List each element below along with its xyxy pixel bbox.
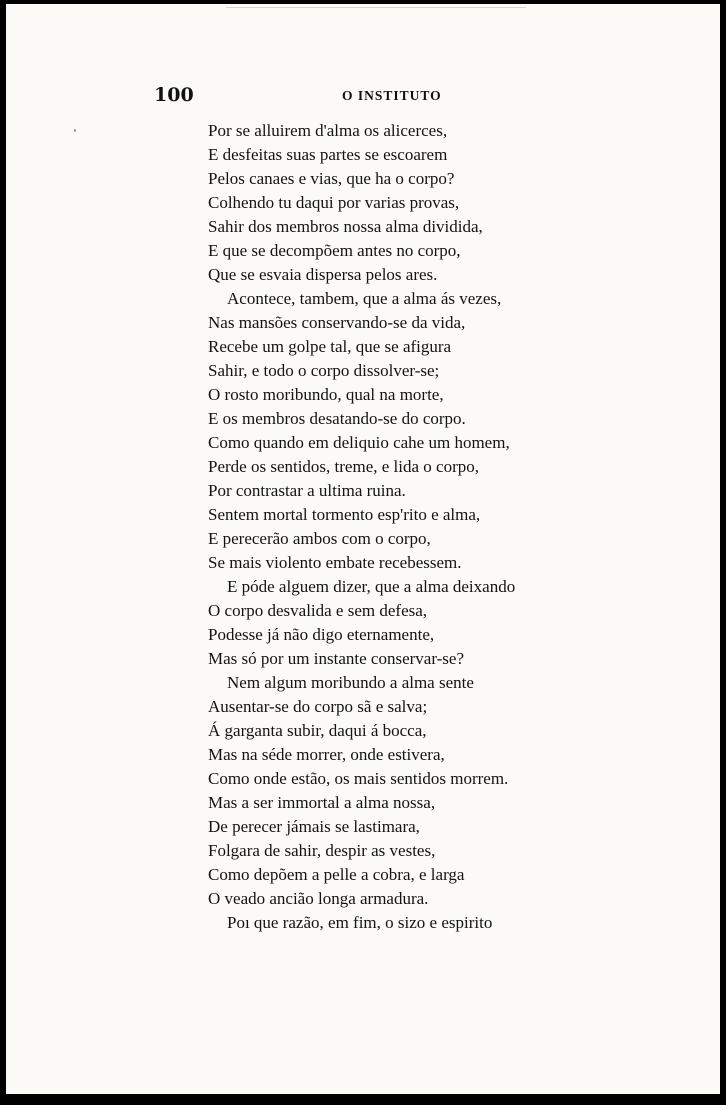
poem-line: Á garganta subir, daqui á bocca, [208,721,427,740]
poem-line: Se mais violento embate recebessem. [208,553,462,572]
poem-line: E desfeitas suas partes se escoarem [208,145,448,164]
page-number: 100 [154,84,194,106]
ink-speck [74,129,76,132]
poem-line: Ausentar-se do corpo sã e salva; [208,697,428,716]
poem-line: Pelos canaes e vias, que ha o corpo? [208,169,455,188]
poem-line: Por se alluirem d'alma os alicerces, [208,121,448,140]
poem-line: E perecerão ambos com o corpo, [208,529,431,548]
poem-line: Recebe um golpe tal, que se afigura [208,337,452,356]
poem-line: Que se esvaia dispersa pelos ares. [208,265,438,284]
poem-line: Nas mansões conservando-se da vida, [208,313,466,332]
poem-line: Mas só por um instante conservar-se? [208,649,465,668]
poem-line: Mas a ser immortal a alma nossa, [208,793,436,812]
poem-line: Perde os sentidos, treme, e lida o corpo, [208,457,479,476]
poem-line: E os membros desatando-se do corpo. [208,409,466,428]
poem-line: Podesse já não digo eternamente, [208,625,435,644]
poem-line: Sentem mortal tormento esp'rito e alma, [208,505,481,524]
poem-line: O rosto moribundo, qual na morte, [208,385,444,404]
poem-line: Folgara de sahir, despir as vestes, [208,841,436,860]
poem-line: Colhendo tu daqui por varias provas, [208,193,460,212]
poem-line: Como onde estão, os mais sentidos morrem. [208,769,509,788]
poem-line: Sahir dos membros nossa alma dividida, [208,217,483,236]
poem-line: E que se decompõem antes no corpo, [208,241,461,260]
poem-text [208,119,678,935]
poem-line: Por contrastar a ultima ruina. [208,481,406,500]
poem-line: Nem algum moribundo a alma sente [227,673,474,692]
poem-line: Poı que razão, em fim, o sizo e espirito [227,913,493,932]
poem-line: Mas na séde morrer, onde estivera, [208,745,445,764]
poem-line: Sahir, e todo o corpo dissolver-se; [208,361,440,380]
running-title: O INSTITUTO [342,88,442,103]
poem-line: O corpo desvalida e sem defesa, [208,601,428,620]
poem-line: E póde alguem dizer, que a alma deixando [227,577,516,596]
book-page [6,4,720,1094]
poem-line: De perecer jámais se lastimara, [208,817,420,836]
poem-line: Como depõem a pelle a cobra, e larga [208,865,465,884]
poem-line: Como quando em deliquio cahe um homem, [208,433,510,452]
poem-line: Acontece, tambem, que a alma ás vezes, [227,289,502,308]
scan-artifact [226,7,526,8]
poem-line: O veado ancião longa armadura. [208,889,429,908]
